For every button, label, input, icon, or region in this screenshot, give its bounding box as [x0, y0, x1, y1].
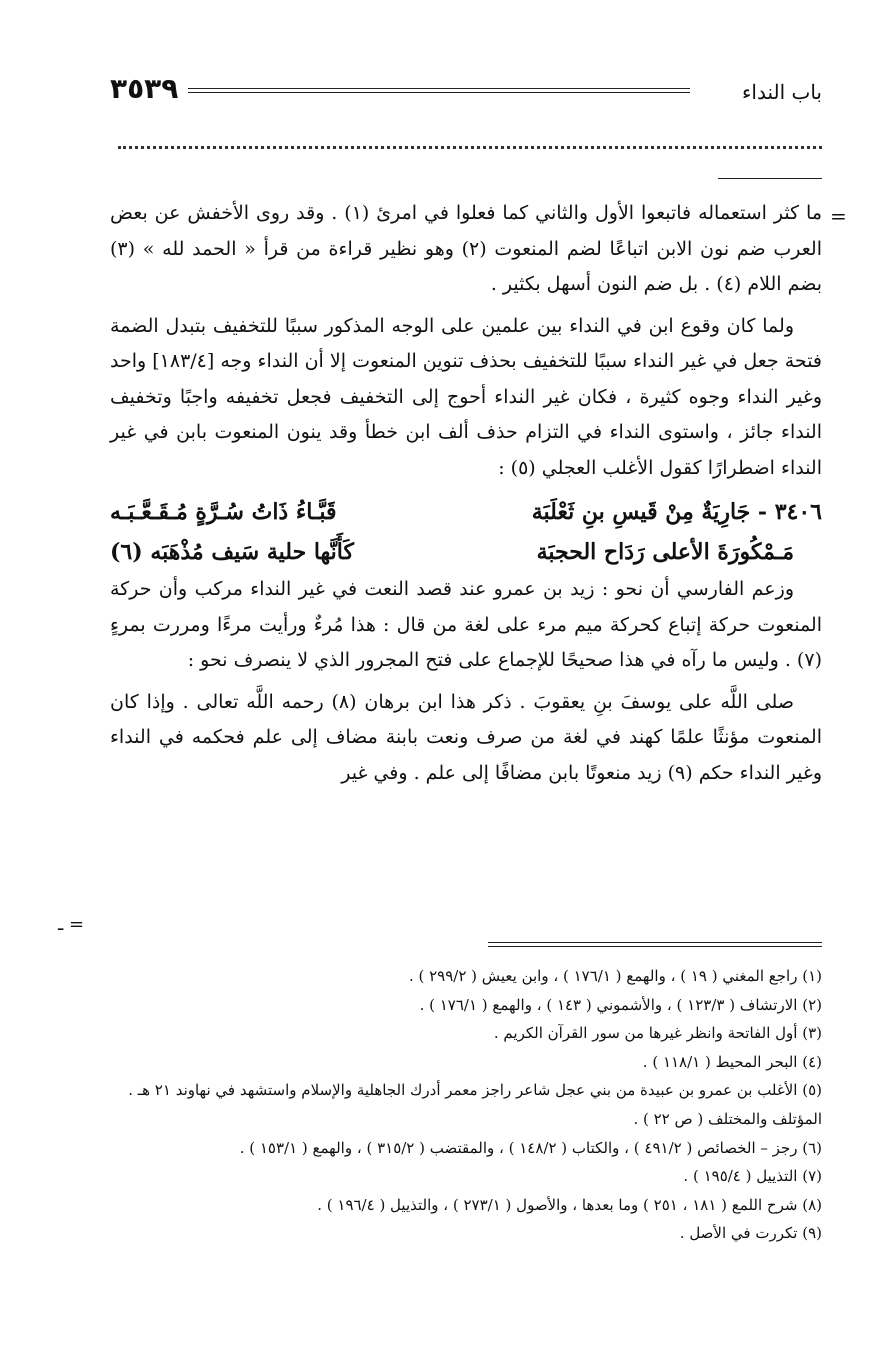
page-header: [110, 72, 822, 112]
verse-line-1: [110, 492, 822, 532]
verse-1-first-hemistich: ٣٤٠٦ - جَارِيَةٌ مِنْ قَيسِ بنِ ثَعْلَبَة: [531, 499, 822, 525]
footnotes: [110, 962, 822, 1248]
verse-2-first-hemistich: مَـمْكُورَةَ الأعلى رَدَاح الحجبَة: [536, 539, 794, 565]
paragraph-1: ما كثر استعماله فاتبعوا الأول والثاني كما فعلوا في امرئ (١) . وقد روى الأخفش عن بعض العرب ضم نون الابن اتباعًا لضم المنعوت (٢) وهو نظير قراءة من قرأ « الحمد لله » (٣) بضم اللام (٤) . بل ضم النون أسهل بكثير .: [110, 202, 822, 295]
poem-verse: [110, 492, 822, 572]
paragraph-3: وزعم الفارسي أن نحو : زيد بن عمرو عند قصد النعت في غير النداء مركب وأن حركة المنعوت حركة إتباع كحركة ميم مرء على لغة من قال : هذا مُرءٌ ورأيت مرءًا ومررت بمرءٍ (٧) . وليس ما رآه في هذا صحيحًا للإجماع على فتح المجرور الذي لا ينصرف نحو :: [110, 578, 822, 671]
footnote-7: (٧) التذييل ( ١٩٥/٤ ) .: [683, 1167, 822, 1186]
chapter-title: باب النداء: [742, 80, 822, 104]
footnote-4: (٤) البحر المحيط ( ١١٨/١ ) .: [642, 1052, 822, 1071]
footnote-3: (٣) أول الفاتحة وانظر غيرها من سور القرآن الكريم .: [493, 1024, 822, 1043]
continuation-mark-end: = ـ: [58, 914, 85, 935]
header-rule: [188, 88, 690, 93]
continuation-mark-start: =: [830, 204, 847, 228]
verse-line-2: [110, 532, 822, 572]
main-text: [110, 196, 822, 797]
footnote-divider: [488, 942, 822, 947]
paragraph-4: صلى اللَّه على يوسفَ بنِ يعقوبَ . ذكر هذا ابن برهان (٨) رحمه اللَّه تعالى . وإذا كان المنعوت مؤنثًا علمًا كهند في لغة من صرف ونعت بابنة مضاف إلى علم فحكمه في النداء وغير النداء حكم (٩) زيد منعوتًا بابن مضافًا إلى علم . وفي غير: [110, 690, 822, 784]
footnote-8: (٨) شرح اللمع ( ١٨١ ، ٢٥١ ) وما بعدها ، والأصول ( ٢٧٣/١ ) ، والتذييل ( ١٩٦/٤ ) .: [317, 1195, 822, 1214]
verse-2-second-hemistich: كَأَنَّها حلية سَيف مُذْهَبَه (٦): [110, 539, 354, 565]
footnote-5: (٥) الأغلب بن عمرو بن عبيدة من بني عجل شاعر راجز معمر أدرك الجاهلية والإسلام واستشهد في نهاوند ٢١ هـ . المؤتلف والمختلف ( ص ٢٢ ) .: [128, 1081, 822, 1128]
verse-1-second-hemistich: قَبَّـاءُ ذَاتُ سُـرَّةٍ مُـقَـعَّـبَـه: [110, 499, 337, 525]
footnote-6: (٦) رجز – الخصائص ( ٤٩١/٢ ) ، والكتاب ( ١٤٨/٢ ) ، والمقتضب ( ٣١٥/٢ ) ، والهمع ( ١٥٣/١ ) .: [239, 1138, 822, 1157]
page-number: ٣٥٣٩: [110, 72, 179, 105]
footnote-9: (٩) تكررت في الأصل .: [679, 1224, 822, 1243]
paragraph-2: ولما كان وقوع ابن في النداء بين علمين على الوجه المذكور سببًا للتخفيف بتبدل الضمة فتحة جعل في غير النداء سببًا للتخفيف بحذف تنوين المنعوت إلا أن النداء وجه [١٨٣/٤] واحد وغير النداء وجوه كثيرة ، فكان غير النداء أحوج إلى التخفيف فجعل تخفيفه واجبًا وتخفيف النداء جائز ، واستوى النداء في التزام حذف ألف ابن خطأ وقد ينون المنعوت بابن في غير النداء اضطرارًا كقول الأغلب العجلي (٥) :: [110, 314, 823, 479]
footnote-1: (١) راجع المغني ( ١٩ ) ، والهمع ( ١٧٦/١ ) ، وابن يعيش ( ٢٩٩/٢ ) .: [408, 967, 822, 985]
footnote-2: (٢) الارتشاف ( ١٢٣/٣ ) ، والأشموني ( ١٤٣ ) ، والهمع ( ١٧٦/١ ) .: [419, 995, 822, 1014]
short-divider: [718, 178, 822, 179]
dotted-divider: [118, 146, 822, 149]
